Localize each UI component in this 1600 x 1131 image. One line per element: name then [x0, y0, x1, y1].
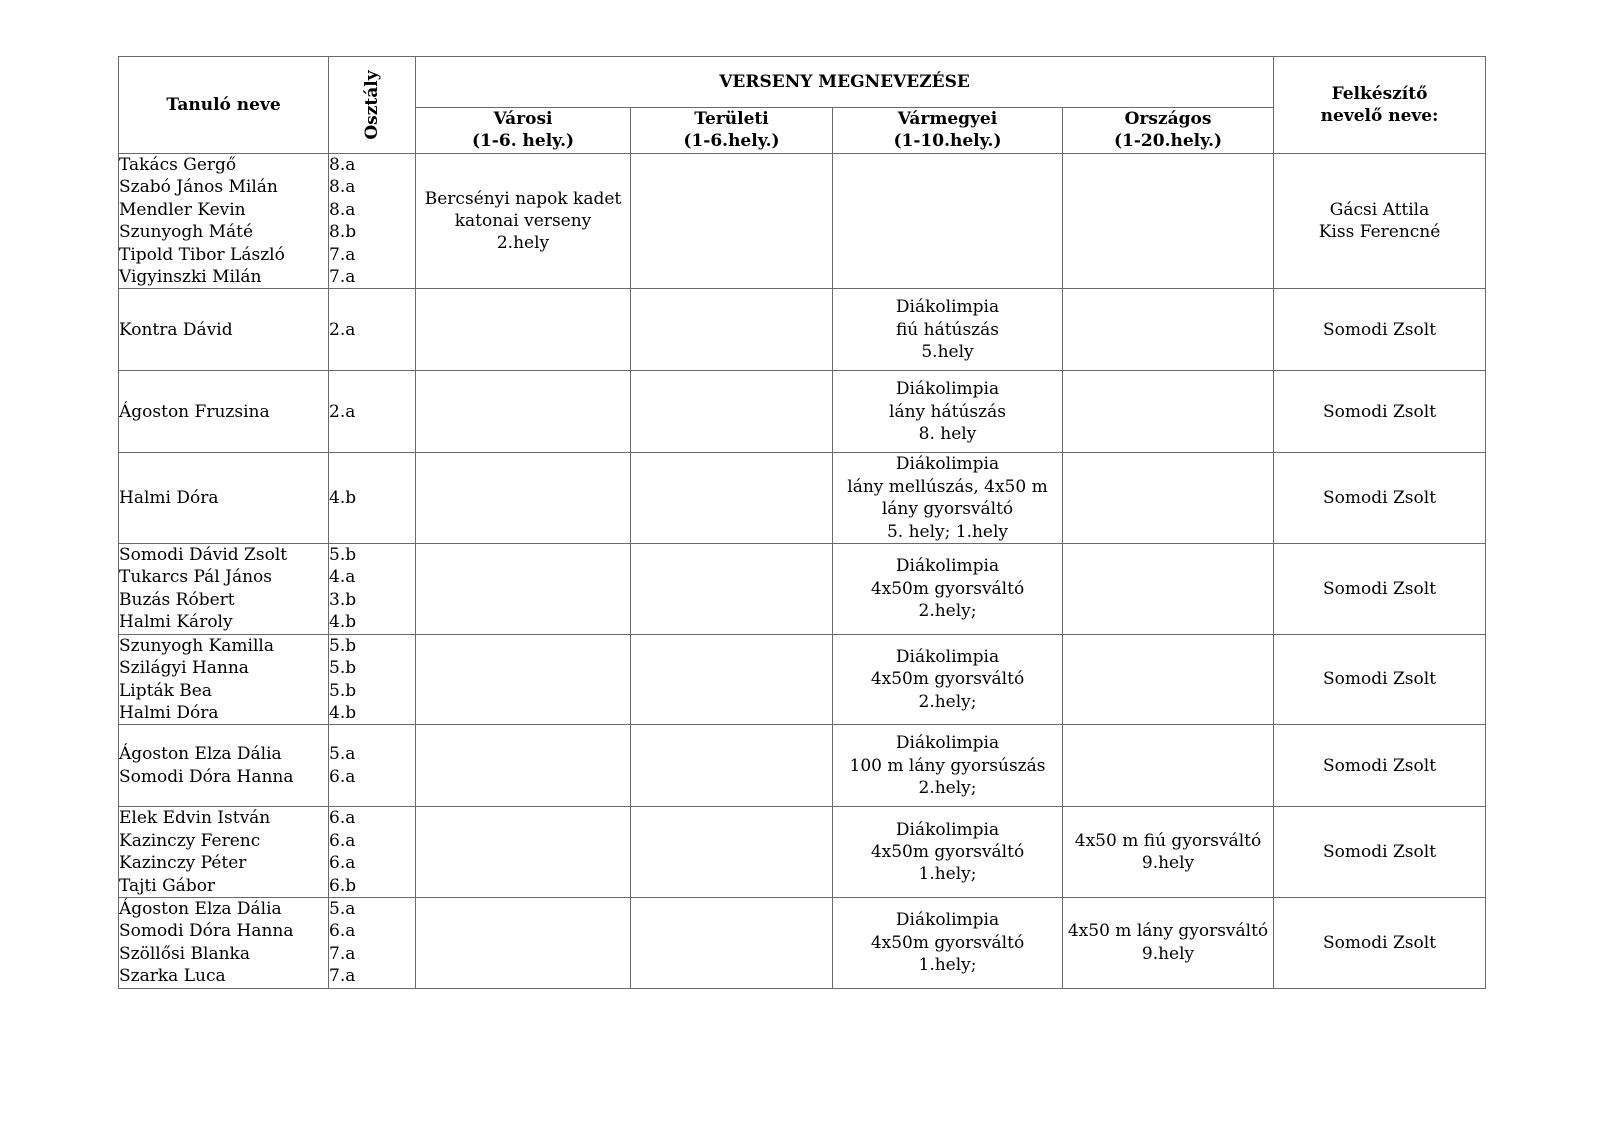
- regional-result-cell: [631, 897, 833, 988]
- student-names-line: Elek Edvin István: [119, 808, 271, 829]
- student-names-line: Kazinczy Ferenc: [119, 830, 261, 851]
- county-result-cell: [833, 154, 1063, 289]
- student-names-line: Szunyogh Kamilla: [119, 635, 274, 656]
- city-result-line: katonai verseny: [454, 211, 592, 232]
- header-national-title: Országos: [1124, 109, 1212, 130]
- table-row: [119, 289, 1486, 371]
- student-classes-line: 7.a: [329, 267, 356, 288]
- county-result-cell: [833, 634, 1063, 725]
- teacher-line: Somodi Zsolt: [1323, 755, 1437, 776]
- header-city-range: (1-6. hely.): [471, 131, 575, 152]
- county-result-line: 4x50m gyorsváltó: [870, 932, 1025, 953]
- header-class: [329, 57, 416, 154]
- student-classes-line: 5.b: [329, 658, 357, 679]
- student-classes-cell: [329, 544, 416, 635]
- student-names-cell: [119, 453, 329, 544]
- student-names-line: Szabó János Milán: [119, 177, 278, 198]
- teacher-cell: [1274, 634, 1486, 725]
- header-county-range: (1-10.hely.): [893, 131, 1002, 152]
- student-classes-cell: [329, 154, 416, 289]
- national-result-line: 4x50 m fiú gyorsváltó: [1074, 830, 1262, 851]
- header-city: [416, 107, 631, 153]
- student-names-line: Ágoston Elza Dália: [119, 898, 282, 919]
- table-row: [119, 897, 1486, 988]
- regional-result-cell: [631, 807, 833, 898]
- table-row: [119, 807, 1486, 898]
- city-result-cell: [416, 544, 631, 635]
- county-result-line: 1.hely;: [918, 864, 977, 885]
- teacher-cell: [1274, 289, 1486, 371]
- county-result-line: Diákolimpia: [895, 910, 1000, 931]
- national-result-cell: [1063, 453, 1274, 544]
- city-result-cell: [416, 634, 631, 725]
- national-result-cell: [1063, 725, 1274, 807]
- county-result-cell: [833, 289, 1063, 371]
- student-classes-line: 8.a: [329, 177, 356, 198]
- student-names-line: Somodi Dóra Hanna: [119, 921, 294, 942]
- national-result-line: 4x50 m lány gyorsváltó: [1067, 921, 1269, 942]
- teacher-cell: [1274, 725, 1486, 807]
- student-names-cell: [119, 634, 329, 725]
- teacher-line: Somodi Zsolt: [1323, 578, 1437, 599]
- student-classes-line: 8.a: [329, 155, 356, 175]
- regional-result-cell: [631, 154, 833, 289]
- student-names-line: Tajti Gábor: [119, 875, 216, 896]
- header-class-label: Osztály: [361, 70, 382, 140]
- student-names-line: Tipold Tibor László: [119, 244, 285, 265]
- table-row: [119, 725, 1486, 807]
- student-names-line: Ágoston Elza Dália: [119, 744, 282, 765]
- student-classes-line: 6.a: [329, 921, 356, 942]
- student-classes-line: 7.a: [329, 244, 356, 265]
- national-result-line: 9.hely: [1141, 853, 1195, 874]
- city-result-cell: [416, 725, 631, 807]
- city-result-cell: [416, 289, 631, 371]
- student-classes-line: 7.a: [329, 966, 356, 987]
- table-row: [119, 453, 1486, 544]
- student-names-cell: [119, 289, 329, 371]
- student-names-cell: [119, 807, 329, 898]
- county-result-line: lány mellúszás, 4x50 m: [847, 476, 1048, 497]
- national-result-cell: [1063, 289, 1274, 371]
- regional-result-cell: [631, 634, 833, 725]
- county-result-cell: [833, 807, 1063, 898]
- student-names-cell: [119, 154, 329, 289]
- county-result-line: Diákolimpia: [895, 646, 1000, 667]
- student-names-line: Halmi Károly: [119, 612, 233, 633]
- regional-result-cell: [631, 289, 833, 371]
- student-classes-line: 6.b: [329, 875, 357, 896]
- student-classes-line: 5.a: [329, 898, 356, 919]
- teacher-cell: [1274, 544, 1486, 635]
- student-classes-line: 6.a: [329, 808, 356, 829]
- student-names-line: Ágoston Fruzsina: [119, 401, 270, 422]
- student-names-line: Szilágyi Hanna: [119, 658, 249, 679]
- student-names-line: Kontra Dávid: [119, 319, 233, 340]
- teacher-line: Somodi Zsolt: [1323, 669, 1437, 690]
- county-result-cell: [833, 725, 1063, 807]
- competition-results-table: [118, 56, 1486, 989]
- table-row: [119, 544, 1486, 635]
- student-classes-line: 7.a: [329, 943, 356, 964]
- header-city-title: Városi: [493, 109, 553, 130]
- county-result-line: 100 m lány gyorsúszás: [849, 755, 1046, 776]
- county-result-line: 5.hely: [921, 342, 974, 363]
- student-names-line: Kazinczy Péter: [119, 853, 247, 874]
- header-county-title: Vármegyei: [897, 109, 998, 130]
- teacher-line: Somodi Zsolt: [1323, 401, 1437, 422]
- county-result-line: 1.hely;: [918, 954, 977, 975]
- teacher-line: Kiss Ferencné: [1318, 222, 1441, 243]
- student-names-line: Somodi Dávid Zsolt: [119, 545, 288, 566]
- national-result-cell: [1063, 897, 1274, 988]
- student-names-line: Somodi Dóra Hanna: [119, 766, 294, 787]
- header-competition: VERSENY MEGNEVEZÉSE: [416, 57, 1274, 108]
- city-result-cell: [416, 371, 631, 453]
- national-result-cell: [1063, 544, 1274, 635]
- table-row: [119, 371, 1486, 453]
- county-result-line: Diákolimpia: [895, 454, 1000, 475]
- teacher-cell: [1274, 154, 1486, 289]
- county-result-line: 2.hely;: [918, 778, 977, 799]
- county-result-line: Diákolimpia: [895, 379, 1000, 400]
- header-regional: [631, 107, 833, 153]
- header-teacher-label: Felkészítő nevelő neve:: [1320, 83, 1439, 126]
- student-classes-line: 2.a: [329, 401, 356, 422]
- county-result-line: lány hátúszás: [889, 401, 1006, 422]
- student-names-line: Halmi Dóra: [119, 702, 219, 723]
- student-names-line: Szunyogh Máté: [119, 222, 254, 243]
- county-result-cell: [833, 371, 1063, 453]
- teacher-line: Somodi Zsolt: [1323, 488, 1437, 509]
- national-result-cell: [1063, 154, 1274, 289]
- teacher-line: Somodi Zsolt: [1323, 932, 1437, 953]
- county-result-cell: [833, 897, 1063, 988]
- student-classes-line: 2.a: [329, 319, 356, 340]
- regional-result-cell: [631, 453, 833, 544]
- student-classes-line: 4.b: [329, 488, 357, 509]
- student-names-line: Mendler Kevin: [119, 199, 246, 220]
- regional-result-cell: [631, 544, 833, 635]
- student-classes-line: 8.b: [329, 222, 357, 243]
- header-student-name: Tanuló neve: [119, 57, 329, 154]
- student-names-cell: [119, 897, 329, 988]
- header-county: [833, 107, 1063, 153]
- student-classes-cell: [329, 289, 416, 371]
- city-result-cell: [416, 897, 631, 988]
- teacher-cell: [1274, 897, 1486, 988]
- header-regional-range: (1-6.hely.): [683, 131, 780, 152]
- national-result-line: 9.hely: [1141, 943, 1195, 964]
- student-classes-line: 5.b: [329, 545, 357, 566]
- student-classes-cell: [329, 725, 416, 807]
- county-result-line: 8. hely: [918, 424, 977, 445]
- student-names-line: Szarka Luca: [119, 966, 226, 987]
- student-classes-cell: [329, 897, 416, 988]
- header-row-top: [119, 57, 1486, 108]
- student-classes-line: 5.b: [329, 680, 357, 701]
- student-classes-line: 6.a: [329, 830, 356, 851]
- county-result-line: 5. hely; 1.hely: [886, 521, 1009, 542]
- table-row: [119, 154, 1486, 289]
- student-classes-line: 3.b: [329, 589, 357, 610]
- student-classes-cell: [329, 453, 416, 544]
- table-row: [119, 634, 1486, 725]
- city-result-cell: [416, 453, 631, 544]
- teacher-line: Somodi Zsolt: [1323, 841, 1437, 862]
- student-names-cell: [119, 544, 329, 635]
- county-result-cell: [833, 453, 1063, 544]
- county-result-line: fiú hátúszás: [895, 319, 1000, 340]
- county-result-line: 4x50m gyorsváltó: [870, 841, 1025, 862]
- student-names-cell: [119, 371, 329, 453]
- header-national: [1063, 107, 1274, 153]
- student-classes-line: 4.a: [329, 567, 356, 588]
- student-names-cell: [119, 725, 329, 807]
- city-result-line: 2.hely: [496, 233, 550, 254]
- student-names-line: Buzás Róbert: [119, 589, 235, 610]
- county-result-line: 2.hely;: [918, 601, 977, 622]
- county-result-line: 2.hely;: [918, 691, 977, 712]
- header-regional-title: Területi: [694, 109, 769, 130]
- student-classes-cell: [329, 807, 416, 898]
- header-teacher: [1274, 57, 1486, 154]
- teacher-cell: [1274, 453, 1486, 544]
- teacher-cell: [1274, 807, 1486, 898]
- county-result-line: Diákolimpia: [895, 819, 1000, 840]
- student-classes-line: 5.a: [329, 744, 356, 765]
- student-names-line: Szöllősi Blanka: [119, 943, 250, 964]
- header-national-range: (1-20.hely.): [1114, 131, 1223, 152]
- county-result-line: 4x50m gyorsváltó: [870, 578, 1025, 599]
- student-classes-line: 6.a: [329, 853, 356, 874]
- student-names-line: Lipták Bea: [119, 680, 212, 701]
- table-body: [119, 154, 1486, 989]
- national-result-cell: [1063, 807, 1274, 898]
- teacher-line: Gácsi Attila: [1329, 199, 1430, 220]
- county-result-cell: [833, 544, 1063, 635]
- national-result-cell: [1063, 634, 1274, 725]
- student-names-line: Tukarcs Pál János: [119, 567, 273, 588]
- city-result-line: Bercsényi napok kadet: [424, 188, 622, 209]
- county-result-line: Diákolimpia: [895, 733, 1000, 754]
- county-result-line: lány gyorsváltó: [881, 499, 1014, 520]
- student-names-line: Vigyinszki Milán: [119, 267, 262, 288]
- teacher-cell: [1274, 371, 1486, 453]
- student-names-line: Takács Gergő: [119, 155, 237, 175]
- national-result-cell: [1063, 371, 1274, 453]
- county-result-line: 4x50m gyorsváltó: [870, 669, 1025, 690]
- county-result-line: Diákolimpia: [895, 556, 1000, 577]
- regional-result-cell: [631, 371, 833, 453]
- student-classes-line: 6.a: [329, 766, 356, 787]
- student-classes-cell: [329, 634, 416, 725]
- city-result-cell: [416, 154, 631, 289]
- student-classes-line: 4.b: [329, 702, 357, 723]
- student-classes-cell: [329, 371, 416, 453]
- regional-result-cell: [631, 725, 833, 807]
- student-classes-line: 5.b: [329, 635, 357, 656]
- teacher-line: Somodi Zsolt: [1323, 319, 1437, 340]
- student-classes-line: 4.b: [329, 612, 357, 633]
- city-result-cell: [416, 807, 631, 898]
- student-classes-line: 8.a: [329, 199, 356, 220]
- student-names-line: Halmi Dóra: [119, 488, 219, 509]
- county-result-line: Diákolimpia: [895, 297, 1000, 318]
